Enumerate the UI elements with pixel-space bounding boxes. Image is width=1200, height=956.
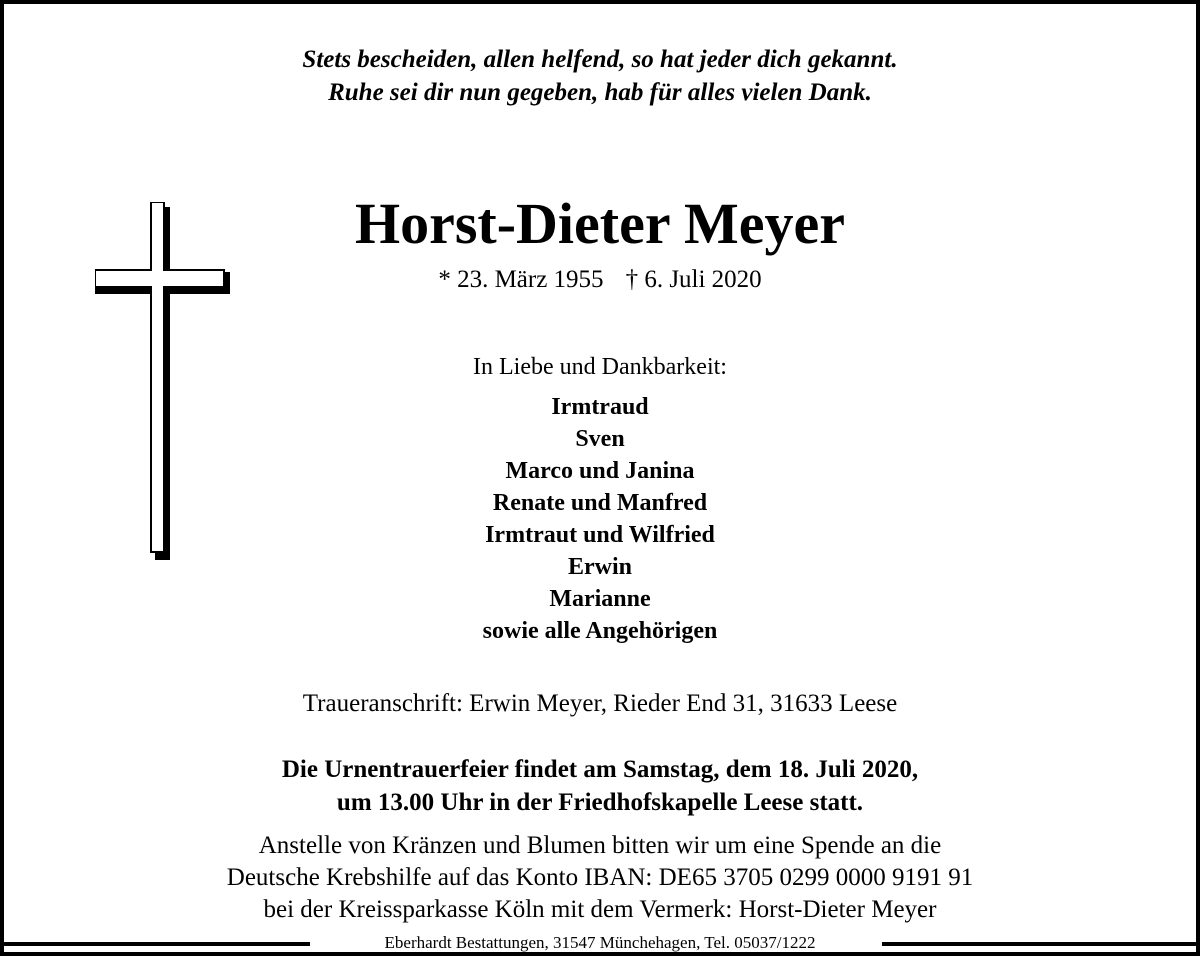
mourners-intro: In Liebe und Dankbarkeit:: [473, 354, 727, 380]
motto-line-1: Stets bescheiden, allen helfend, so hat jeder dich gekannt.: [302, 46, 898, 73]
birth-date: * 23. März 1955: [438, 266, 604, 293]
mourner-name: Irmtraut und Wilfried: [485, 522, 715, 548]
mourner-name: Marco und Janina: [505, 458, 695, 484]
ceremony-line-1: Die Urnentrauerfeier findet am Samstag, dem 18. Juli 2020,: [281, 756, 919, 783]
mourner-name: Marianne: [549, 586, 651, 612]
funeral-home-info: Eberhardt Bestattungen, 31547 Münchehagen, Tel. 05037/1222: [377, 933, 824, 952]
life-dates: [300, 266, 900, 294]
funeral-home-footer: [0, 932, 1200, 954]
donation-line-2: Deutsche Krebshilfe auf das Konto IBAN: DE65 3705 0299 0000 9191 91: [226, 864, 974, 891]
deceased-name: Horst-Dieter Meyer: [354, 191, 846, 256]
mourner-name: Renate und Manfred: [492, 490, 708, 516]
mourner-name: Sven: [575, 426, 625, 452]
motto-line-2: Ruhe sei dir nun gegeben, hab für alles vielen Dank.: [328, 79, 872, 106]
cross-icon: [95, 202, 235, 562]
mourner-name: Erwin: [567, 554, 632, 580]
death-date: † 6. Juli 2020: [625, 266, 762, 293]
mourner-name: sowie alle Angehörigen: [482, 618, 718, 644]
donation-line-3: bei der Kreissparkasse Köln mit dem Vermerk: Horst-Dieter Meyer: [263, 896, 937, 923]
donation-line-1: Anstelle von Kränzen und Blumen bitten wir um eine Spende an die: [258, 832, 942, 859]
mourning-address: Traueranschrift: Erwin Meyer, Rieder End 31, 31633 Leese: [302, 690, 898, 717]
ceremony-line-2: um 13.00 Uhr in der Friedhofskapelle Leese statt.: [336, 789, 864, 816]
mourner-name: Irmtraud: [551, 394, 649, 420]
